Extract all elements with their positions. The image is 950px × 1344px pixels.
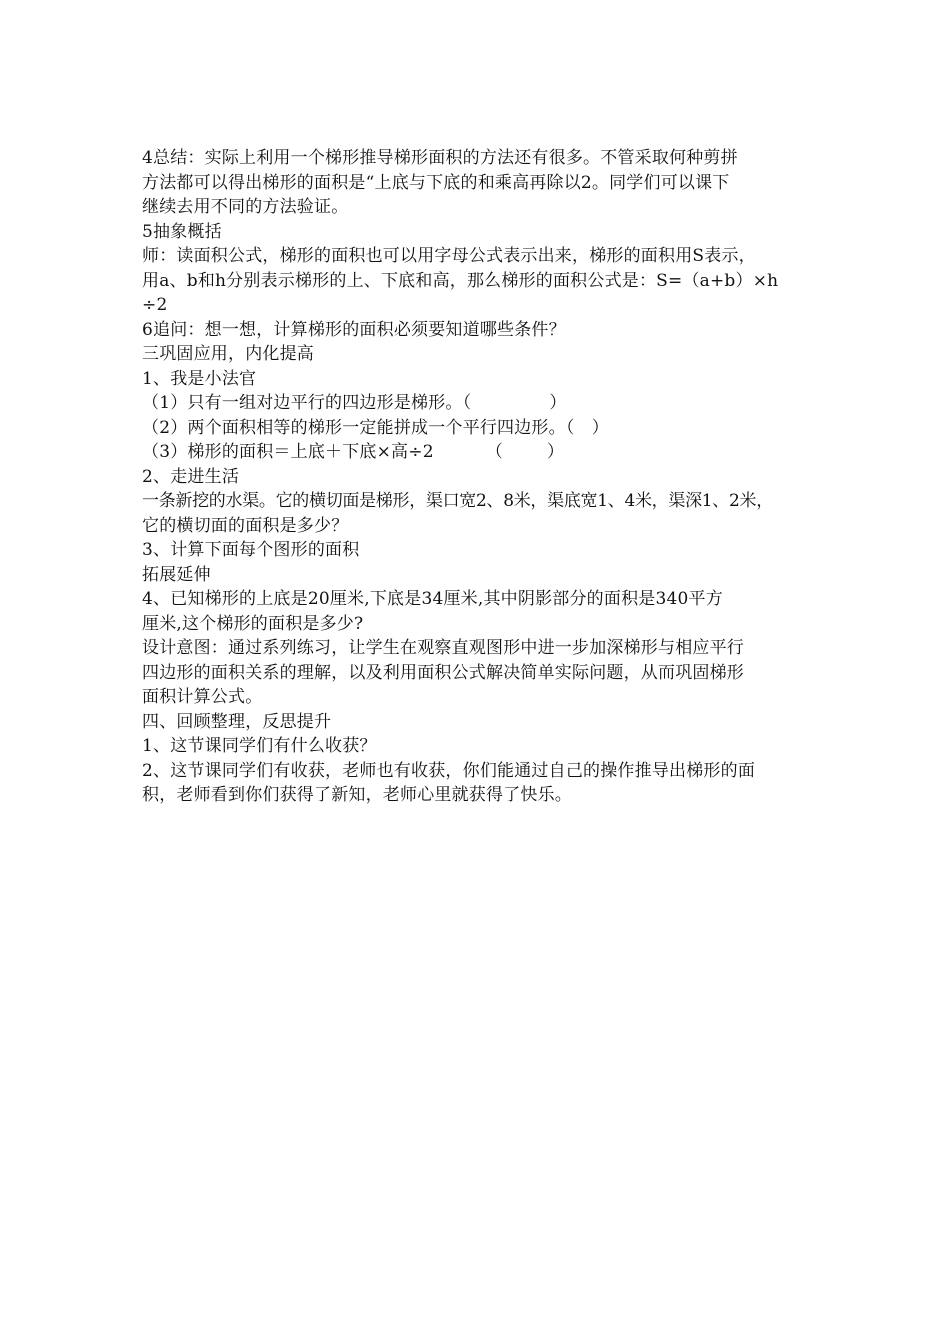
section-heading: 5抽象概括 [142,221,222,242]
section-heading: 四、回顾整理，反思提升 [142,711,332,732]
text-line: 它的横切面的面积是多少？ [142,515,349,536]
document-body [142,146,822,808]
judgement-item-1-close: ） [549,393,567,413]
judgement-item-1 [142,391,822,416]
text-line: 4总结：实际上利用一个梯形推导梯形面积的方法还有很多。不管采取何种剪拼 [142,148,738,168]
judgement-item-1-text: （1）只有一组对边平行的四边形是梯形。（ [142,393,472,413]
judgement-item-3-close: ） [546,442,565,462]
text-line: 积，老师看到你们获得了新知，老师心里就获得了快乐。 [142,785,572,805]
text-line: 4、已知梯形的上底是20厘米,下底是34厘米,其中阴影部分的面积是340平方 [142,589,723,609]
text-line: ÷2 [142,295,168,315]
text-line: 师：读面积公式，梯形的面积也可以用字母公式表示出来，梯形的面积用S表示， [142,246,756,266]
text-line: 一条新挖的水渠。它的横切面是梯形，渠口宽2、8米，渠底宽1、4米，渠深1、2米， [142,491,773,511]
subsection-heading: 2、走进生活 [142,466,240,487]
judgement-item-3-text: （3）梯形的面积＝上底＋下底×高÷2 [142,442,434,462]
text-line: 设计意图：通过系列练习，让学生在观察直观图形中进一步加深梯形与相应平行 [142,638,744,658]
subsection-heading: 1、我是小法官 [142,368,257,389]
text-line: 用a、b和h分别表示梯形的上、下底和高，那么梯形的面积公式是：S=（a+b）×h [142,270,779,291]
text-line: 2、这节课同学们有收获，老师也有收获，你们能通过自己的操作推导出梯形的面 [142,760,756,781]
text-line: 6追问：想一想，计算梯形的面积必须要知道哪些条件？ [142,319,566,340]
text-line: 四边形的面积关系的理解，以及利用面积公式解决简单实际问题，从而巩固梯形 [142,662,744,683]
section-heading: 拓展延伸 [142,564,211,585]
text-line: 继续去用不同的方法验证。 [142,197,349,217]
judgement-item-3-open: （ [485,442,503,462]
text-line: 面积计算公式。 [142,687,263,707]
text-line: 厘米,这个梯形的面积是多少? [142,613,364,634]
section-heading: 三巩固应用，内化提高 [142,344,314,364]
judgement-item-3 [142,440,822,465]
judgement-item-2: （2）两个面积相等的梯形一定能拼成一个平行四边形。（ ） [142,417,609,438]
text-line: 方法都可以得出梯形的面积是“上底与下底的和乘高再除以2。同学们可以课下 [142,172,730,193]
text-line: 1、这节课同学们有什么收获？ [142,736,377,756]
subsection-heading: 3、计算下面每个图形的面积 [142,540,360,560]
